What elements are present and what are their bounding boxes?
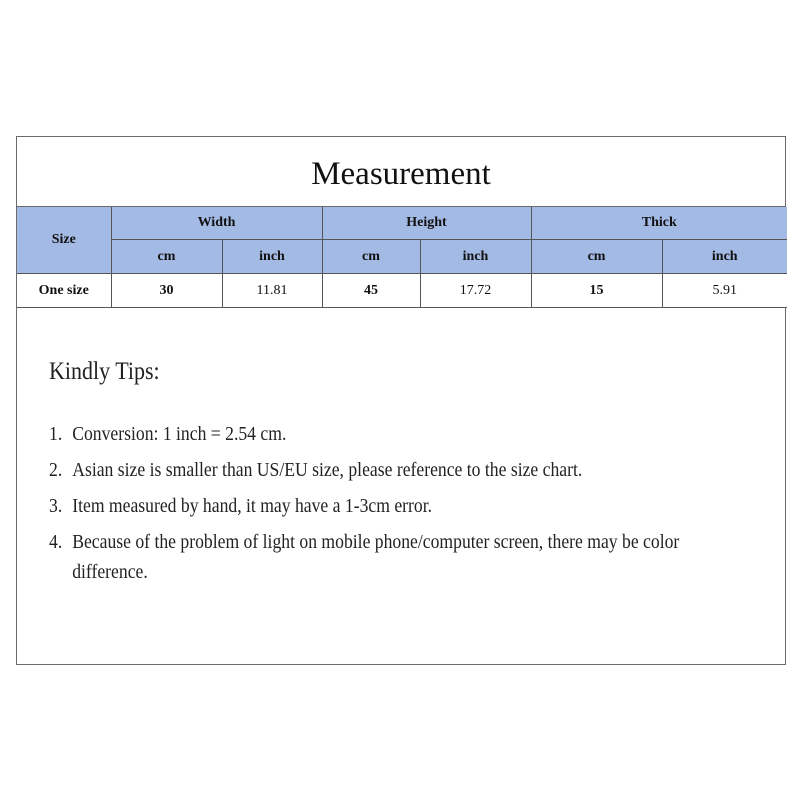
list-item-number: 2. <box>49 459 63 481</box>
unit-header: inch <box>420 240 531 274</box>
size-table <box>17 207 787 308</box>
list-item-text: Conversion: 1 inch = 2.54 cm. <box>72 423 287 445</box>
tips-list <box>49 419 785 587</box>
list-item-number: 3. <box>49 495 63 517</box>
unit-header: cm <box>322 240 420 274</box>
list-item-number: 4. <box>49 531 63 553</box>
unit-header: cm <box>531 240 662 274</box>
cell-height-inch: 17.72 <box>420 274 531 308</box>
tips-heading: Kindly Tips: <box>49 358 160 385</box>
unit-header: cm <box>111 240 222 274</box>
table-row <box>17 274 787 308</box>
list-item <box>49 419 728 449</box>
group-header-height: Height <box>322 207 531 240</box>
table-unit-row <box>17 240 787 274</box>
cell-thick-cm: 15 <box>531 274 662 308</box>
unit-header: inch <box>222 240 322 274</box>
table-header-row <box>17 207 787 240</box>
page-title: Measurement <box>17 137 785 207</box>
list-item-text: Item measured by hand, it may have a 1-3cm error. <box>72 495 433 517</box>
list-item <box>49 455 728 485</box>
group-header-thick: Thick <box>531 207 787 240</box>
cell-width-cm: 30 <box>111 274 222 308</box>
group-header-width: Width <box>111 207 322 240</box>
list-item-number: 1. <box>49 423 63 445</box>
row-size-label: One size <box>17 274 111 308</box>
list-item-text: Asian size is smaller than US/EU size, please reference to the size chart. <box>72 459 583 481</box>
cell-height-cm: 45 <box>322 274 420 308</box>
list-item <box>49 491 728 521</box>
unit-header: inch <box>662 240 787 274</box>
cell-width-inch: 11.81 <box>222 274 322 308</box>
list-item <box>49 527 728 587</box>
size-header: Size <box>17 207 111 274</box>
list-item-text: Because of the problem of light on mobile phone/computer screen, there may be color difference. <box>72 531 680 583</box>
measurement-sheet <box>16 136 786 665</box>
cell-thick-inch: 5.91 <box>662 274 787 308</box>
tips-section <box>17 308 785 587</box>
